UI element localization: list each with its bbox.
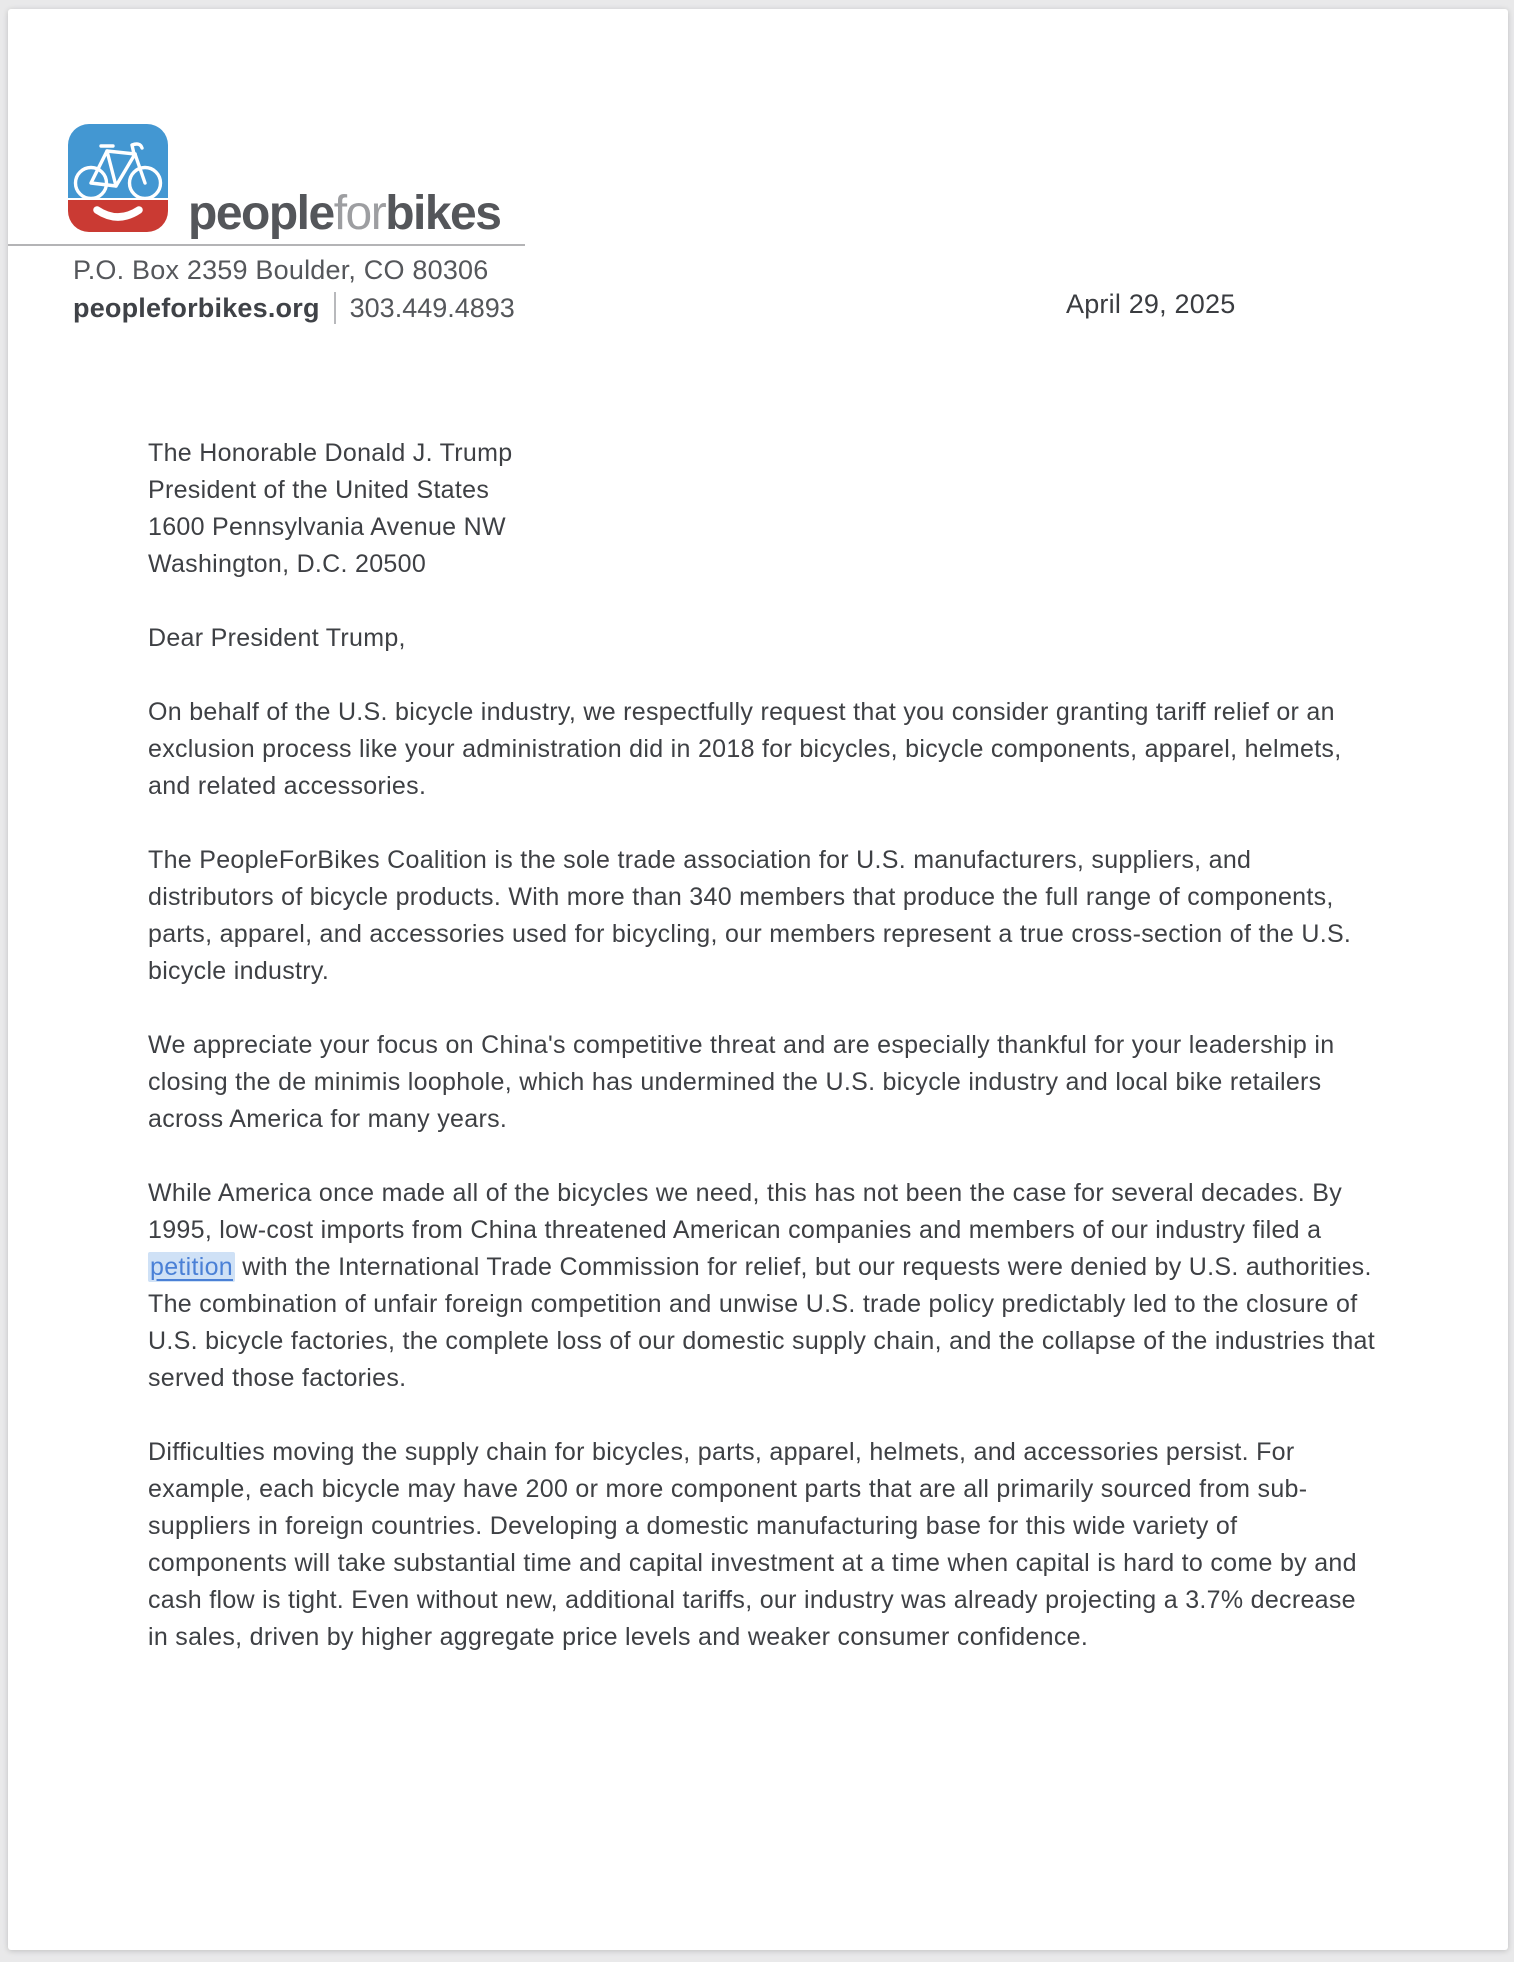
paragraph-1: On behalf of the U.S. bicycle industry, we respectfully request that you consider granting tariff relief or an exclusion process like your administration did in 2018 for bicycles, bicycle components, apparel, helmets, and related accessories. <box>148 698 1342 800</box>
letter-page <box>8 9 1508 1950</box>
paragraph-4 <box>148 1175 1380 1397</box>
phone-number: 303.449.4893 <box>349 292 515 323</box>
paragraph-3: We appreciate your focus on China's competitive threat and are especially thankful for your leadership in closing the de minimis loophole, which has undermined the U.S. bicycle industry and local bike retailers across America for many years. <box>148 1031 1335 1133</box>
logo-red-panel <box>68 198 168 232</box>
paragraph-5: Difficulties moving the supply chain for bicycles, parts, apparel, helmets, and accessories persist. For example, each bicycle may have 200 or more component parts that are all primarily sourced from sub-suppliers in foreign countries. Developing a domestic manufacturing base for this wide variety of components will take substantial time and capital investment at a time when capital is hard to come by and cash flow is tight. Even without new, additional tariffs, our industry was already projecting a 3.7% decrease in sales, driven by higher aggregate price levels and weaker consumer confidence. <box>148 1438 1357 1651</box>
paragraph-4-before-link: While America once made all of the bicycles we need, this has not been the case for several decades. By 1995, low-cost imports from China threatened American companies and members of our industry filed a <box>148 1179 1343 1244</box>
brand-wordmark <box>188 187 501 240</box>
bicycle-icon <box>68 133 168 207</box>
letter-date: April 29, 2025 <box>1066 289 1236 319</box>
recipient-street: 1600 Pennsylvania Avenue NW <box>148 513 506 541</box>
recipient-city: Washington, D.C. 20500 <box>148 550 427 578</box>
recipient-address-block <box>148 435 1380 583</box>
salutation: Dear President Trump, <box>148 624 406 652</box>
recipient-name: The Honorable Donald J. Trump <box>148 439 513 467</box>
paragraph-4-after-link: with the International Trade Commission for relief, but our requests were denied by U.S. authorities. The combination of unfair foreign competition and unwise U.S. trade policy predictably led to the closure of U.S. bicycle factories, the complete loss of our domestic supply chain, and the collapse of the industries that served those factories. <box>148 1253 1375 1392</box>
smile-icon <box>68 201 168 232</box>
logo-blue-panel <box>68 124 168 198</box>
wordmark-people: people <box>188 187 334 240</box>
contact-row <box>73 292 515 324</box>
contact-divider <box>334 292 336 324</box>
peopleforbikes-logo-icon <box>68 124 168 232</box>
letter-body <box>148 435 1380 1656</box>
paragraph-2: The PeopleForBikes Coalition is the sole trade association for U.S. manufacturers, suppliers, and distributors of bicycle products. With more than 340 members that produce the full range of components, parts, apparel, and accessories used for bicycling, our members represent a true cross-section of the U.S. bicycle industry. <box>148 846 1352 985</box>
po-box-address: P.O. Box 2359 Boulder, CO 80306 <box>73 255 489 285</box>
letterhead-divider <box>8 244 525 246</box>
petition-link[interactable]: petition <box>150 1253 234 1281</box>
recipient-title: President of the United States <box>148 476 490 504</box>
wordmark-bikes: bikes <box>385 187 501 240</box>
wordmark-for: for <box>333 187 386 240</box>
website-text: peopleforbikes.org <box>73 292 320 323</box>
